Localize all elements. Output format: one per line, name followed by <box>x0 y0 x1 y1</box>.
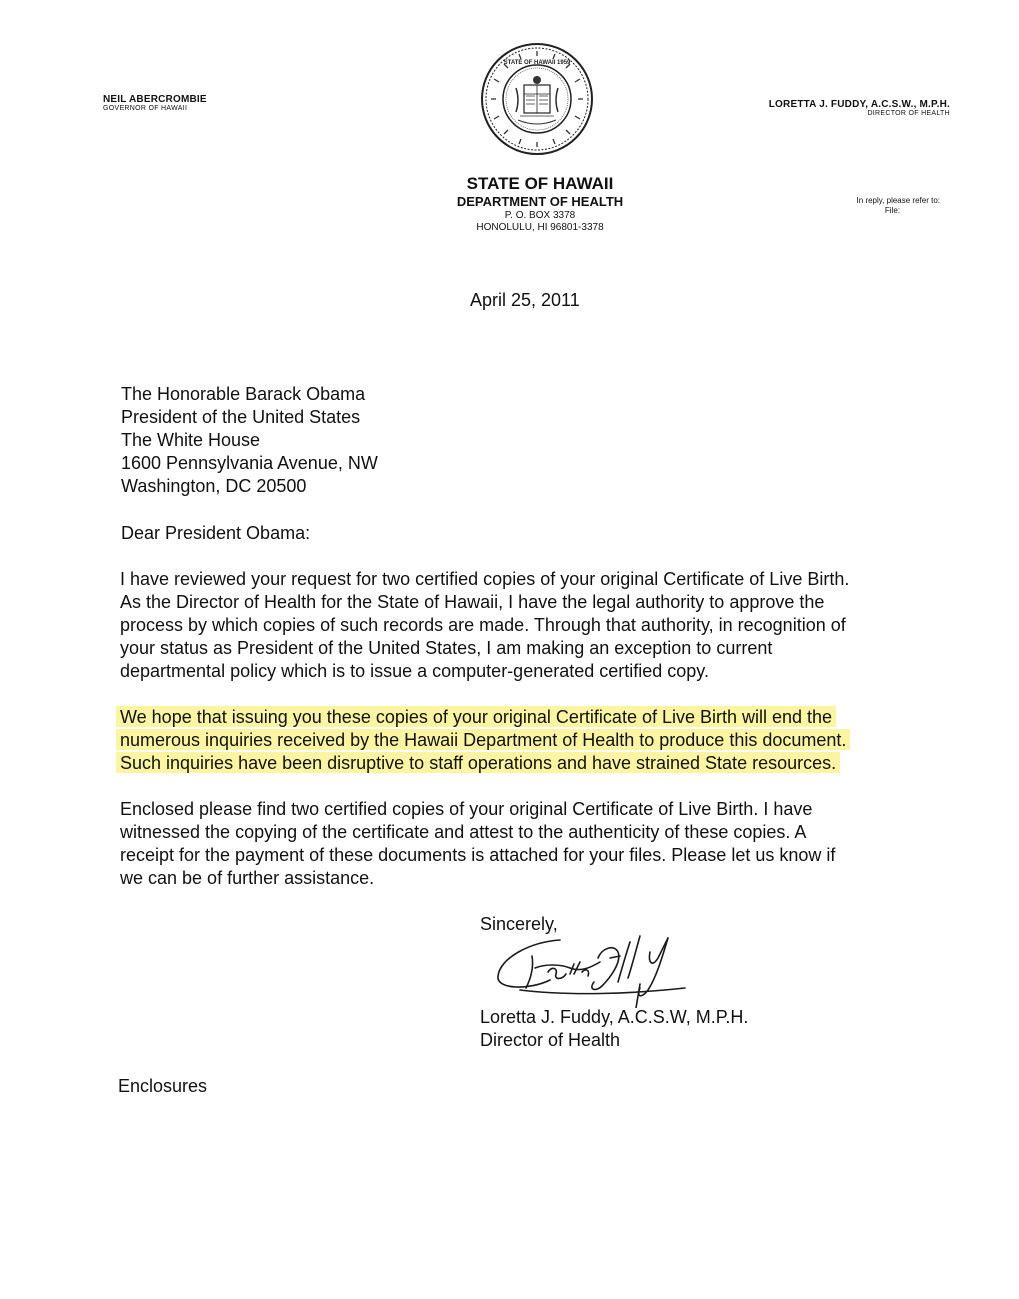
paragraph-line: departmental policy which is to issue a computer-generated certified copy. <box>120 661 709 681</box>
state-seal-icon <box>480 42 594 156</box>
highlighted-line: We hope that issuing you these copies of your original Certificate of Live Birth will end the <box>116 706 836 727</box>
signature-icon <box>490 928 700 1008</box>
governor-name: NEIL ABERCROMBIE <box>103 94 207 105</box>
paragraph-1 <box>120 568 950 683</box>
state-name: STATE OF HAWAII <box>466 174 614 193</box>
file-line: File: <box>884 206 900 215</box>
director-title: DIRECTOR OF HEALTH <box>867 110 950 117</box>
reply-line: In reply, please refer to: <box>856 196 940 205</box>
state-seal <box>480 42 594 156</box>
letter-date: April 25, 2011 <box>470 290 580 310</box>
reply-reference <box>760 196 940 216</box>
po-box: P. O. BOX 3378 <box>504 209 576 221</box>
paragraph-line: I have reviewed your request for two certified copies of your original Certificate of Live Birth. <box>120 569 850 589</box>
highlighted-line: Such inquiries have been disruptive to staff operations and have strained State resources. <box>116 752 840 773</box>
address-line: The Honorable Barack Obama <box>121 384 366 404</box>
governor-title: GOVERNOR OF HAWAII <box>103 105 188 112</box>
svg-text:STATE OF HAWAII 1959: STATE OF HAWAII 1959 <box>503 60 571 66</box>
signer-name: Loretta J. Fuddy, A.C.S.W, M.P.H. <box>480 1007 749 1027</box>
city-line: HONOLULU, HI 96801-3378 <box>476 221 604 233</box>
enclosures-note: Enclosures <box>118 1076 208 1096</box>
signer-block <box>480 1006 748 1052</box>
paragraph-line: As the Director of Health for the State of Hawaii, I have the legal authority to approve the <box>120 592 825 612</box>
recipient-address <box>121 383 378 498</box>
address-line: President of the United States <box>121 407 361 427</box>
paragraph-3 <box>120 798 950 890</box>
paragraph-line: we can be of further assistance. <box>120 868 375 888</box>
highlighted-paragraph <box>120 706 950 775</box>
address-line: The White House <box>121 430 261 450</box>
paragraph-line: Enclosed please find two certified copies of your original Certificate of Live Birth. I have <box>120 799 813 819</box>
director-name: LORETTA J. FUDDY, A.C.S.W., M.P.H. <box>768 99 950 110</box>
signature <box>490 928 700 1008</box>
address-line: 1600 Pennsylvania Avenue, NW <box>121 453 378 473</box>
department-name: DEPARTMENT OF HEALTH <box>456 194 624 210</box>
paragraph-line: receipt for the payment of these documents is attached for your files. Please let us know if <box>120 845 836 865</box>
highlighted-line: numerous inquiries received by the Hawaii Department of Health to produce this document. <box>116 729 850 750</box>
paragraph-line: process by which copies of such records are made. Through that authority, in recognition of <box>120 615 846 635</box>
paragraph-line: your status as President of the United States, I am making an exception to current <box>120 638 773 658</box>
paragraph-line: witnessed the copying of the certificate and attest to the authenticity of these copies. A <box>120 822 807 842</box>
signer-title: Director of Health <box>480 1030 621 1050</box>
address-line: Washington, DC 20500 <box>121 476 307 496</box>
department-block <box>420 174 660 234</box>
director-block <box>760 99 950 117</box>
salutation: Dear President Obama: <box>121 523 311 543</box>
governor-block <box>103 94 207 112</box>
closing: Sincerely, <box>480 914 558 934</box>
